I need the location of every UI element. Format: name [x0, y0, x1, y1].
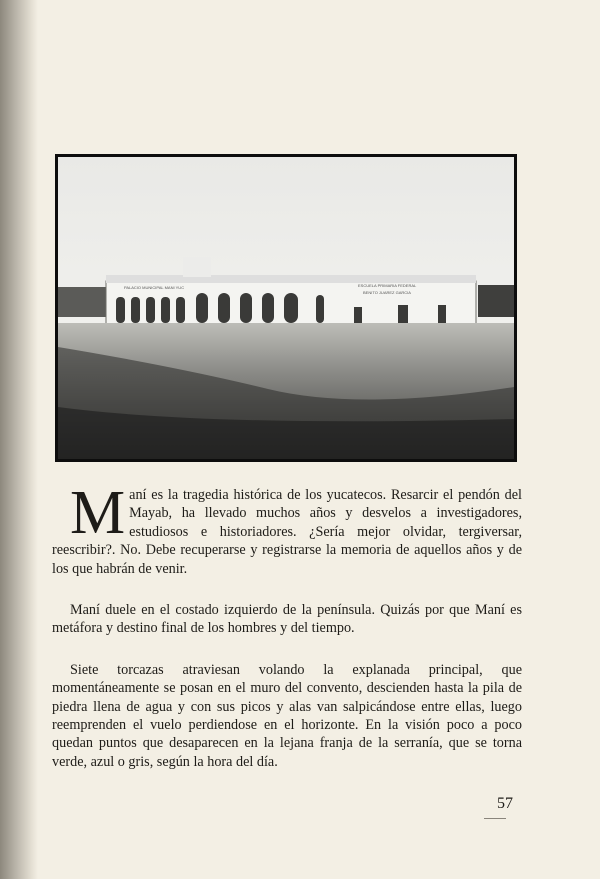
book-gutter-shadow: [0, 0, 38, 879]
page-number: 57: [497, 795, 513, 812]
building-photograph: [55, 154, 517, 462]
paragraph-1: [52, 479, 522, 578]
bleed-through-text: [60, 52, 530, 152]
drop-cap: M: [70, 479, 126, 547]
paragraph-3: Siete torcazas atraviesan volando la explanada principal, que momentáneamente se posan en el muro del convento, descienden hasta la pila de piedra llena de agua y con sus picos y alas van salpicándose entre ellas, luego reemprenden el vuelo perdiendose en el horizonte. En la visión poco a poco quedan puntos que desaparecen en la lejana franja de la serranía, que se torna verde, azul o gris, según la hora del día.: [52, 661, 522, 770]
page-body: [52, 479, 522, 794]
pencil-mark: [484, 818, 506, 819]
paragraph-2: Maní duele en el costado izquierdo de la península. Quizás por que Maní es metáfora y destino final de los hombres y del tiempo.: [52, 602, 522, 637]
photo-sign-left: PALACIO MUNICIPAL MANI YUC: [124, 285, 185, 290]
paragraph-1-text: aní es la tragedia histórica de los yucatecos. Resarcir el pendón del Mayab, ha llevado muchos años y desvelos a investigadores, estudiosos e historiadores. ¿Sería mejor olvidar, tergiversar, reescribir?. No. Debe recuperarse y registrarse la memoria de aquellos años y de los que habrán de venir.: [52, 487, 522, 577]
photo-sign-right-1: ESCUELA PRIMARIA FEDERAL: [358, 283, 417, 288]
photo-sign-right-2: BENITO JUAREZ GARCIA: [363, 290, 411, 295]
